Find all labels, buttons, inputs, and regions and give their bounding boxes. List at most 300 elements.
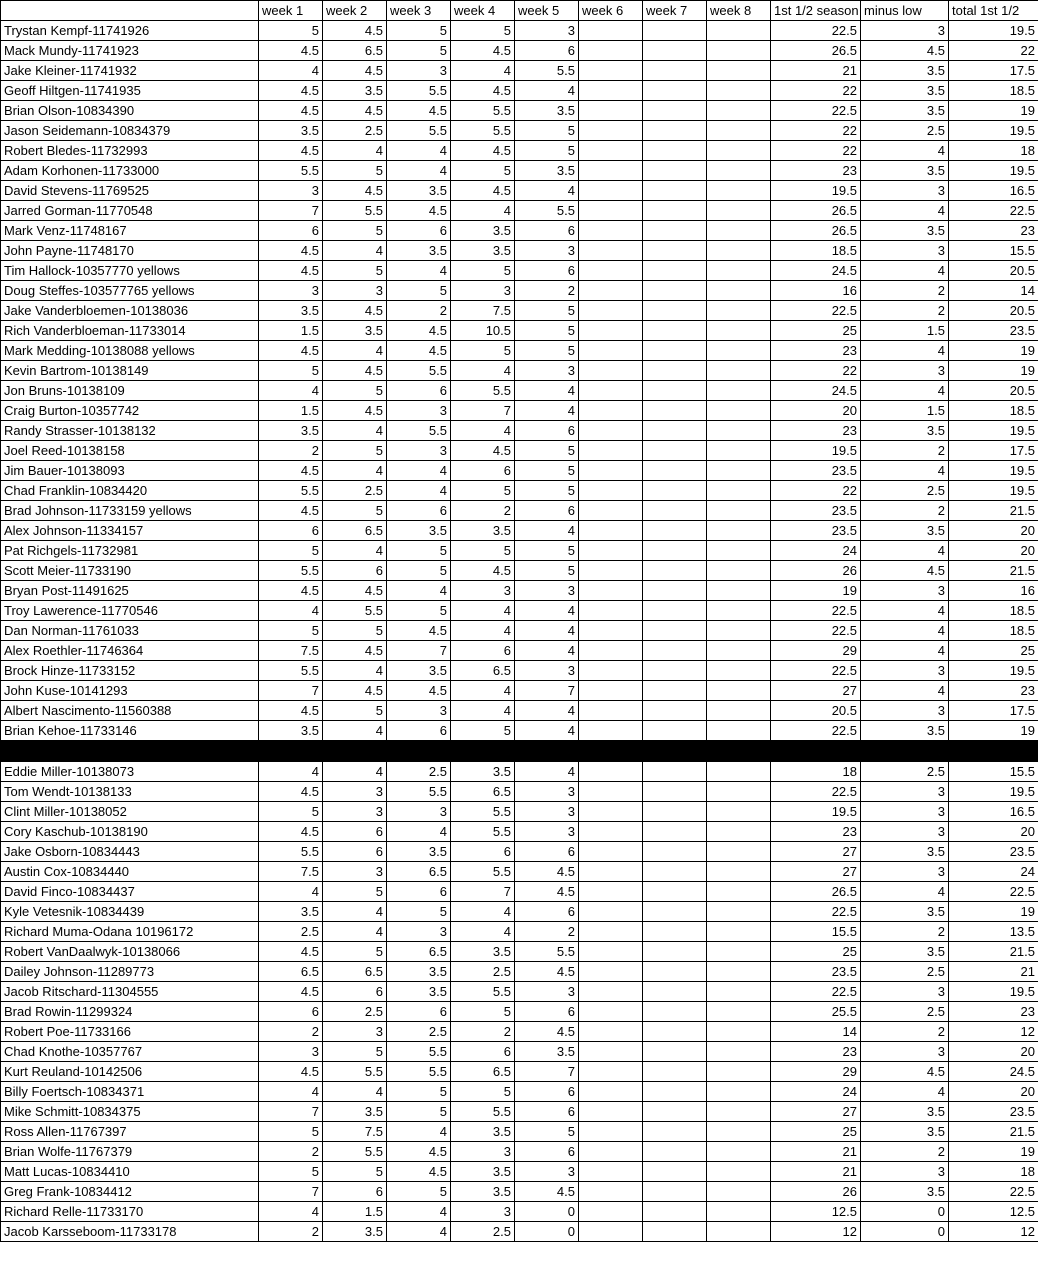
score-cell[interactable]: 4 xyxy=(861,1082,949,1102)
score-cell[interactable]: 6 xyxy=(323,561,387,581)
score-cell[interactable]: 18 xyxy=(949,1162,1038,1182)
score-cell[interactable]: 4 xyxy=(515,641,579,661)
player-name-cell[interactable]: Kyle Vetesnik-10834439 xyxy=(1,902,259,922)
score-cell[interactable] xyxy=(707,81,771,101)
score-cell[interactable]: 17.5 xyxy=(949,61,1038,81)
score-cell[interactable]: 4.5 xyxy=(515,1022,579,1042)
score-cell[interactable]: 3 xyxy=(451,281,515,301)
score-cell[interactable] xyxy=(579,902,643,922)
score-cell[interactable]: 4 xyxy=(323,461,387,481)
score-cell[interactable]: 6.5 xyxy=(259,962,323,982)
score-cell[interactable]: 7 xyxy=(515,681,579,701)
player-name-cell[interactable]: Robert VanDaalwyk-10138066 xyxy=(1,942,259,962)
score-cell[interactable]: 19.5 xyxy=(949,421,1038,441)
score-cell[interactable]: 5 xyxy=(323,701,387,721)
score-cell[interactable]: 3 xyxy=(861,982,949,1002)
score-cell[interactable] xyxy=(643,1222,707,1242)
score-cell[interactable] xyxy=(643,1002,707,1022)
score-cell[interactable] xyxy=(707,902,771,922)
score-cell[interactable]: 17.5 xyxy=(949,701,1038,721)
score-cell[interactable]: 4.5 xyxy=(259,1062,323,1082)
score-cell[interactable] xyxy=(707,241,771,261)
score-cell[interactable]: 5 xyxy=(323,501,387,521)
score-cell[interactable]: 5 xyxy=(387,1102,451,1122)
score-cell[interactable]: 6.5 xyxy=(323,962,387,982)
score-cell[interactable]: 26 xyxy=(771,1182,861,1202)
score-cell[interactable]: 3.5 xyxy=(259,301,323,321)
score-cell[interactable] xyxy=(579,762,643,782)
score-cell[interactable]: 15.5 xyxy=(949,762,1038,782)
score-cell[interactable]: 19 xyxy=(949,341,1038,361)
score-cell[interactable] xyxy=(707,661,771,681)
score-cell[interactable]: 2 xyxy=(861,922,949,942)
header-cell[interactable]: total 1st 1/2 xyxy=(949,1,1038,21)
score-cell[interactable]: 4.5 xyxy=(323,581,387,601)
score-cell[interactable]: 6.5 xyxy=(323,521,387,541)
score-cell[interactable]: 6 xyxy=(515,41,579,61)
player-name-cell[interactable]: Richard Muma-Odana 10196172 xyxy=(1,922,259,942)
score-cell[interactable]: 4 xyxy=(861,621,949,641)
score-cell[interactable] xyxy=(707,1042,771,1062)
score-cell[interactable]: 4.5 xyxy=(861,561,949,581)
score-cell[interactable] xyxy=(643,301,707,321)
score-cell[interactable] xyxy=(707,481,771,501)
score-cell[interactable]: 29 xyxy=(771,641,861,661)
score-cell[interactable]: 5 xyxy=(515,1122,579,1142)
player-name-cell[interactable]: Brian Wolfe-11767379 xyxy=(1,1142,259,1162)
score-cell[interactable] xyxy=(579,1042,643,1062)
score-cell[interactable]: 4.5 xyxy=(387,201,451,221)
score-cell[interactable]: 7 xyxy=(387,641,451,661)
score-cell[interactable] xyxy=(579,601,643,621)
score-cell[interactable]: 23.5 xyxy=(771,962,861,982)
score-cell[interactable]: 5.5 xyxy=(515,61,579,81)
score-cell[interactable]: 3 xyxy=(259,181,323,201)
player-name-cell[interactable]: Chad Franklin-10834420 xyxy=(1,481,259,501)
score-cell[interactable]: 5.5 xyxy=(259,842,323,862)
score-cell[interactable]: 5 xyxy=(451,341,515,361)
score-cell[interactable]: 3 xyxy=(387,802,451,822)
score-cell[interactable]: 18.5 xyxy=(949,81,1038,101)
score-cell[interactable] xyxy=(579,1182,643,1202)
score-cell[interactable]: 21 xyxy=(771,1162,861,1182)
score-cell[interactable]: 6 xyxy=(515,501,579,521)
score-cell[interactable] xyxy=(643,241,707,261)
score-cell[interactable]: 4 xyxy=(387,581,451,601)
score-cell[interactable]: 22.5 xyxy=(771,301,861,321)
score-cell[interactable] xyxy=(579,942,643,962)
score-cell[interactable]: 15.5 xyxy=(949,241,1038,261)
score-cell[interactable]: 7 xyxy=(451,401,515,421)
score-cell[interactable]: 6 xyxy=(451,641,515,661)
score-cell[interactable]: 3 xyxy=(323,862,387,882)
score-cell[interactable]: 4.5 xyxy=(259,101,323,121)
score-cell[interactable] xyxy=(643,441,707,461)
player-name-cell[interactable]: John Payne-11748170 xyxy=(1,241,259,261)
score-cell[interactable] xyxy=(579,421,643,441)
score-cell[interactable]: 4 xyxy=(323,541,387,561)
score-cell[interactable]: 3 xyxy=(861,822,949,842)
score-cell[interactable]: 2 xyxy=(259,1022,323,1042)
score-cell[interactable]: 23 xyxy=(771,341,861,361)
score-cell[interactable] xyxy=(579,161,643,181)
score-cell[interactable]: 2 xyxy=(861,1142,949,1162)
score-cell[interactable]: 1.5 xyxy=(861,401,949,421)
score-cell[interactable]: 5.5 xyxy=(451,1102,515,1122)
score-cell[interactable]: 6 xyxy=(387,501,451,521)
score-cell[interactable]: 2.5 xyxy=(451,1222,515,1242)
score-cell[interactable]: 4 xyxy=(387,261,451,281)
score-cell[interactable]: 4.5 xyxy=(515,882,579,902)
score-cell[interactable]: 4 xyxy=(387,481,451,501)
score-cell[interactable]: 2.5 xyxy=(387,762,451,782)
score-cell[interactable]: 5 xyxy=(323,621,387,641)
score-cell[interactable]: 5 xyxy=(387,1082,451,1102)
score-cell[interactable]: 25 xyxy=(949,641,1038,661)
score-cell[interactable] xyxy=(707,421,771,441)
score-cell[interactable]: 4.5 xyxy=(861,1062,949,1082)
score-cell[interactable]: 23.5 xyxy=(771,461,861,481)
score-cell[interactable] xyxy=(643,701,707,721)
score-cell[interactable]: 4.5 xyxy=(259,461,323,481)
score-cell[interactable]: 3.5 xyxy=(323,1102,387,1122)
score-cell[interactable] xyxy=(707,141,771,161)
score-cell[interactable]: 14 xyxy=(771,1022,861,1042)
player-name-cell[interactable]: Jacob Ritschard-11304555 xyxy=(1,982,259,1002)
player-name-cell[interactable]: Ross Allen-11767397 xyxy=(1,1122,259,1142)
score-cell[interactable] xyxy=(643,721,707,741)
player-name-cell[interactable]: Jake Osborn-10834443 xyxy=(1,842,259,862)
score-cell[interactable]: 4 xyxy=(861,141,949,161)
player-name-cell[interactable]: Brian Olson-10834390 xyxy=(1,101,259,121)
score-cell[interactable]: 3.5 xyxy=(259,121,323,141)
score-cell[interactable]: 5.5 xyxy=(259,561,323,581)
score-cell[interactable] xyxy=(643,581,707,601)
score-cell[interactable]: 5 xyxy=(259,1122,323,1142)
score-cell[interactable]: 3.5 xyxy=(861,721,949,741)
score-cell[interactable] xyxy=(707,1162,771,1182)
score-cell[interactable]: 3 xyxy=(515,982,579,1002)
score-cell[interactable]: 6 xyxy=(515,842,579,862)
score-cell[interactable]: 18.5 xyxy=(949,401,1038,421)
score-cell[interactable]: 27 xyxy=(771,862,861,882)
score-cell[interactable]: 27 xyxy=(771,842,861,862)
score-cell[interactable]: 19.5 xyxy=(949,21,1038,41)
score-cell[interactable] xyxy=(707,221,771,241)
score-cell[interactable] xyxy=(707,101,771,121)
score-cell[interactable]: 20.5 xyxy=(771,701,861,721)
score-cell[interactable]: 4.5 xyxy=(259,982,323,1002)
score-cell[interactable]: 5 xyxy=(451,1002,515,1022)
header-cell[interactable]: week 8 xyxy=(707,1,771,21)
score-cell[interactable] xyxy=(579,1102,643,1122)
score-cell[interactable]: 3.5 xyxy=(323,321,387,341)
score-cell[interactable]: 26.5 xyxy=(771,201,861,221)
player-name-cell[interactable]: Jake Kleiner-11741932 xyxy=(1,61,259,81)
score-cell[interactable] xyxy=(707,1082,771,1102)
score-cell[interactable] xyxy=(707,261,771,281)
score-cell[interactable]: 6 xyxy=(451,1042,515,1062)
score-cell[interactable]: 6.5 xyxy=(387,942,451,962)
score-cell[interactable]: 4 xyxy=(451,922,515,942)
score-cell[interactable]: 3 xyxy=(323,802,387,822)
score-cell[interactable] xyxy=(707,701,771,721)
score-cell[interactable]: 23.5 xyxy=(771,501,861,521)
score-cell[interactable]: 20 xyxy=(771,401,861,421)
score-cell[interactable]: 2.5 xyxy=(861,762,949,782)
score-cell[interactable]: 22.5 xyxy=(771,721,861,741)
score-cell[interactable] xyxy=(707,922,771,942)
score-cell[interactable]: 5 xyxy=(515,561,579,581)
score-cell[interactable] xyxy=(707,361,771,381)
score-cell[interactable] xyxy=(579,361,643,381)
score-cell[interactable]: 3.5 xyxy=(861,942,949,962)
score-cell[interactable] xyxy=(579,661,643,681)
score-cell[interactable]: 16.5 xyxy=(949,802,1038,822)
score-cell[interactable] xyxy=(643,1042,707,1062)
score-cell[interactable]: 7 xyxy=(259,1102,323,1122)
score-cell[interactable] xyxy=(707,762,771,782)
score-cell[interactable]: 4 xyxy=(515,521,579,541)
score-cell[interactable]: 23.5 xyxy=(949,842,1038,862)
header-name-cell[interactable] xyxy=(1,1,259,21)
score-cell[interactable] xyxy=(643,641,707,661)
score-cell[interactable]: 5 xyxy=(451,1082,515,1102)
score-cell[interactable]: 4.5 xyxy=(451,41,515,61)
score-cell[interactable] xyxy=(579,1062,643,1082)
score-cell[interactable]: 4 xyxy=(515,81,579,101)
score-cell[interactable] xyxy=(579,61,643,81)
score-cell[interactable]: 3 xyxy=(387,441,451,461)
score-cell[interactable]: 2 xyxy=(451,1022,515,1042)
score-cell[interactable]: 5 xyxy=(259,621,323,641)
score-cell[interactable]: 2.5 xyxy=(861,481,949,501)
score-cell[interactable] xyxy=(643,81,707,101)
score-cell[interactable]: 3 xyxy=(323,1022,387,1042)
score-cell[interactable]: 6 xyxy=(387,1002,451,1022)
header-cell[interactable]: week 7 xyxy=(643,1,707,21)
header-cell[interactable]: week 3 xyxy=(387,1,451,21)
score-cell[interactable]: 7.5 xyxy=(259,641,323,661)
score-cell[interactable]: 3.5 xyxy=(861,81,949,101)
score-cell[interactable] xyxy=(643,621,707,641)
score-cell[interactable]: 3.5 xyxy=(451,1122,515,1142)
score-cell[interactable]: 12 xyxy=(771,1222,861,1242)
score-cell[interactable]: 14 xyxy=(949,281,1038,301)
player-name-cell[interactable]: Richard Relle-11733170 xyxy=(1,1202,259,1222)
score-cell[interactable]: 20.5 xyxy=(949,381,1038,401)
score-cell[interactable]: 19 xyxy=(771,581,861,601)
score-cell[interactable] xyxy=(579,81,643,101)
score-cell[interactable] xyxy=(707,441,771,461)
score-cell[interactable]: 4.5 xyxy=(387,621,451,641)
score-cell[interactable]: 5 xyxy=(259,361,323,381)
score-cell[interactable]: 4 xyxy=(861,541,949,561)
score-cell[interactable]: 19 xyxy=(949,721,1038,741)
score-cell[interactable] xyxy=(643,1122,707,1142)
player-name-cell[interactable]: Randy Strasser-10138132 xyxy=(1,421,259,441)
score-cell[interactable] xyxy=(579,561,643,581)
header-cell[interactable]: week 4 xyxy=(451,1,515,21)
score-cell[interactable]: 29 xyxy=(771,1062,861,1082)
player-name-cell[interactable]: Mark Venz-11748167 xyxy=(1,221,259,241)
score-cell[interactable]: 4 xyxy=(451,902,515,922)
score-cell[interactable]: 19.5 xyxy=(771,441,861,461)
score-cell[interactable]: 6 xyxy=(259,521,323,541)
score-cell[interactable] xyxy=(707,461,771,481)
score-cell[interactable]: 20 xyxy=(949,1082,1038,1102)
score-cell[interactable]: 19.5 xyxy=(949,661,1038,681)
score-cell[interactable]: 3.5 xyxy=(387,962,451,982)
score-cell[interactable]: 10.5 xyxy=(451,321,515,341)
score-cell[interactable]: 4.5 xyxy=(515,1182,579,1202)
score-cell[interactable]: 6 xyxy=(259,1002,323,1022)
score-cell[interactable]: 23 xyxy=(771,161,861,181)
score-cell[interactable]: 2.5 xyxy=(323,121,387,141)
score-cell[interactable]: 18.5 xyxy=(949,601,1038,621)
score-cell[interactable] xyxy=(707,842,771,862)
score-cell[interactable]: 4 xyxy=(387,1222,451,1242)
score-cell[interactable] xyxy=(707,641,771,661)
score-cell[interactable]: 4 xyxy=(259,762,323,782)
score-cell[interactable]: 4.5 xyxy=(387,101,451,121)
player-name-cell[interactable]: Kurt Reuland-10142506 xyxy=(1,1062,259,1082)
player-name-cell[interactable]: Tim Hallock-10357770 yellows xyxy=(1,261,259,281)
score-cell[interactable] xyxy=(643,41,707,61)
score-cell[interactable]: 22.5 xyxy=(771,661,861,681)
score-cell[interactable]: 3 xyxy=(515,822,579,842)
score-cell[interactable]: 5.5 xyxy=(515,201,579,221)
score-cell[interactable]: 26.5 xyxy=(771,882,861,902)
score-cell[interactable]: 3.5 xyxy=(387,661,451,681)
score-cell[interactable]: 4.5 xyxy=(259,141,323,161)
score-cell[interactable]: 3.5 xyxy=(323,81,387,101)
score-cell[interactable] xyxy=(707,201,771,221)
score-cell[interactable]: 6 xyxy=(323,822,387,842)
score-cell[interactable]: 4 xyxy=(451,681,515,701)
score-cell[interactable]: 5.5 xyxy=(515,942,579,962)
score-cell[interactable]: 20 xyxy=(949,541,1038,561)
score-cell[interactable]: 25.5 xyxy=(771,1002,861,1022)
score-cell[interactable] xyxy=(579,481,643,501)
score-cell[interactable]: 4.5 xyxy=(515,862,579,882)
score-cell[interactable]: 4 xyxy=(861,641,949,661)
score-cell[interactable]: 5.5 xyxy=(451,121,515,141)
score-cell[interactable]: 7 xyxy=(259,681,323,701)
score-cell[interactable]: 2 xyxy=(861,281,949,301)
score-cell[interactable]: 4.5 xyxy=(451,441,515,461)
score-cell[interactable] xyxy=(643,101,707,121)
score-cell[interactable]: 1.5 xyxy=(259,321,323,341)
score-cell[interactable]: 16.5 xyxy=(949,181,1038,201)
score-cell[interactable]: 5.5 xyxy=(387,121,451,141)
score-cell[interactable]: 22 xyxy=(949,41,1038,61)
score-cell[interactable]: 22.5 xyxy=(771,101,861,121)
score-cell[interactable] xyxy=(707,681,771,701)
score-cell[interactable]: 3 xyxy=(861,1042,949,1062)
score-cell[interactable]: 5 xyxy=(515,341,579,361)
score-cell[interactable]: 4.5 xyxy=(323,181,387,201)
score-cell[interactable]: 3.5 xyxy=(259,721,323,741)
score-cell[interactable]: 19 xyxy=(949,101,1038,121)
score-cell[interactable] xyxy=(707,1202,771,1222)
score-cell[interactable]: 2.5 xyxy=(861,1002,949,1022)
score-cell[interactable]: 19.5 xyxy=(949,161,1038,181)
score-cell[interactable]: 17.5 xyxy=(949,441,1038,461)
score-cell[interactable]: 3.5 xyxy=(861,521,949,541)
score-cell[interactable] xyxy=(707,782,771,802)
score-cell[interactable]: 20.5 xyxy=(949,261,1038,281)
score-cell[interactable]: 6 xyxy=(323,982,387,1002)
score-cell[interactable] xyxy=(579,721,643,741)
score-cell[interactable]: 12 xyxy=(949,1022,1038,1042)
score-cell[interactable]: 3 xyxy=(259,1042,323,1062)
score-cell[interactable]: 4.5 xyxy=(259,341,323,361)
score-cell[interactable] xyxy=(579,681,643,701)
score-cell[interactable]: 4.5 xyxy=(259,782,323,802)
player-name-cell[interactable]: Jake Vanderbloemen-10138036 xyxy=(1,301,259,321)
score-cell[interactable]: 4 xyxy=(861,341,949,361)
player-name-cell[interactable]: Bryan Post-11491625 xyxy=(1,581,259,601)
score-cell[interactable] xyxy=(579,1122,643,1142)
player-name-cell[interactable]: David Finco-10834437 xyxy=(1,882,259,902)
score-cell[interactable]: 4.5 xyxy=(387,1142,451,1162)
score-cell[interactable]: 23.5 xyxy=(949,1102,1038,1122)
score-cell[interactable] xyxy=(579,321,643,341)
score-cell[interactable]: 3 xyxy=(515,782,579,802)
score-cell[interactable]: 4.5 xyxy=(323,301,387,321)
header-cell[interactable]: 1st 1/2 season xyxy=(771,1,861,21)
score-cell[interactable] xyxy=(707,862,771,882)
score-cell[interactable]: 4 xyxy=(515,762,579,782)
score-cell[interactable] xyxy=(579,1022,643,1042)
score-cell[interactable] xyxy=(643,541,707,561)
score-cell[interactable]: 6.5 xyxy=(387,862,451,882)
score-cell[interactable] xyxy=(643,902,707,922)
score-cell[interactable]: 5.5 xyxy=(451,101,515,121)
score-cell[interactable]: 21 xyxy=(771,61,861,81)
score-cell[interactable] xyxy=(579,782,643,802)
score-cell[interactable]: 4 xyxy=(515,701,579,721)
score-cell[interactable]: 4 xyxy=(387,1122,451,1142)
score-cell[interactable]: 4.5 xyxy=(259,81,323,101)
score-cell[interactable]: 4 xyxy=(323,241,387,261)
score-cell[interactable]: 3.5 xyxy=(515,161,579,181)
score-cell[interactable] xyxy=(643,1022,707,1042)
score-cell[interactable]: 18.5 xyxy=(949,621,1038,641)
score-cell[interactable]: 6 xyxy=(515,1102,579,1122)
score-cell[interactable]: 3 xyxy=(515,21,579,41)
score-cell[interactable]: 4.5 xyxy=(259,501,323,521)
score-cell[interactable]: 5 xyxy=(387,21,451,41)
score-cell[interactable] xyxy=(643,221,707,241)
player-name-cell[interactable]: Rich Vanderbloeman-11733014 xyxy=(1,321,259,341)
score-cell[interactable] xyxy=(579,1002,643,1022)
score-cell[interactable]: 26.5 xyxy=(771,41,861,61)
score-cell[interactable] xyxy=(579,1202,643,1222)
score-cell[interactable]: 4.5 xyxy=(387,681,451,701)
player-name-cell[interactable]: Joel Reed-10138158 xyxy=(1,441,259,461)
score-cell[interactable]: 6 xyxy=(387,381,451,401)
score-cell[interactable]: 2 xyxy=(259,1222,323,1242)
score-cell[interactable] xyxy=(579,181,643,201)
score-cell[interactable]: 23 xyxy=(771,822,861,842)
score-cell[interactable] xyxy=(643,181,707,201)
score-cell[interactable]: 3 xyxy=(387,701,451,721)
score-cell[interactable] xyxy=(643,561,707,581)
score-cell[interactable]: 12 xyxy=(949,1222,1038,1242)
score-cell[interactable] xyxy=(579,101,643,121)
